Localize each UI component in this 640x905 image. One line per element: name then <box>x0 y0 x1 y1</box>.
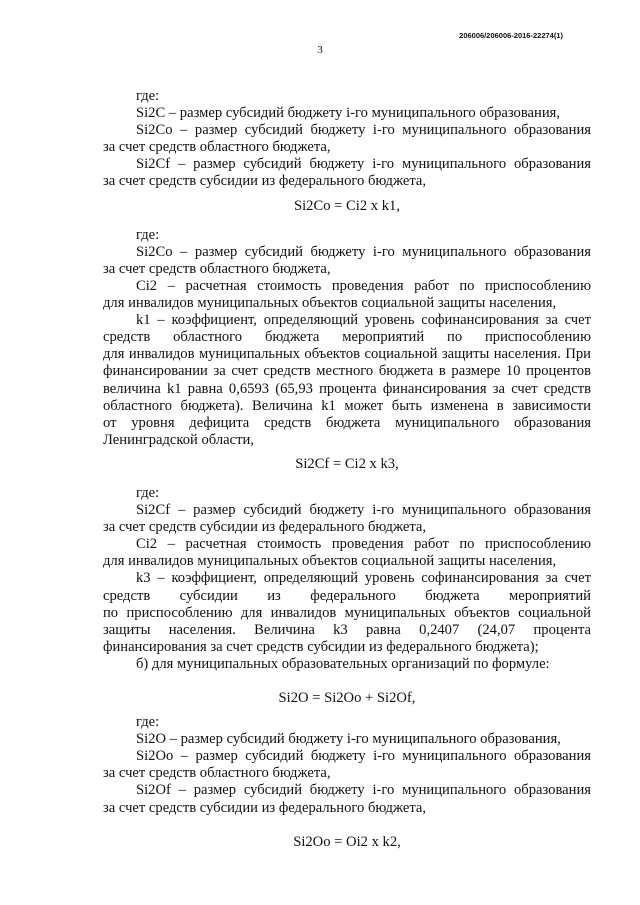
text-line: Si2Co – размер субсидий бюджету i-го муниципального образования <box>136 122 591 139</box>
formula: Si2Cf = Ci2 x k3, <box>295 455 399 472</box>
formula: Si2O = Si2Oo + Si2Of, <box>278 690 416 706</box>
formula: Si2Co = Ci2 x k1, <box>294 197 400 214</box>
page-number: 3 <box>317 44 323 56</box>
formula: Si2Oo = Oi2 x k2, <box>293 833 401 850</box>
text-line: финансирования за счет средств субсидии из федерального бюджета); <box>103 638 539 655</box>
text-line: Si2C – размер субсидий бюджету i-го муниципального образования, <box>136 105 561 122</box>
text-line: Si2Cf – размер субсидий бюджету i-го муниципального образования <box>136 156 591 173</box>
text-line: за счет средств областного бюджета, <box>103 260 331 277</box>
text-line: где: <box>136 714 160 731</box>
text-line: Si2O – размер субсидий бюджету i-го муниципального образования, <box>136 731 561 748</box>
text-line: за счет средств субсидии из федерального бюджета, <box>103 799 427 816</box>
text-line: б) для муниципальных образовательных организаций по формуле: <box>136 655 550 672</box>
text-line: где: <box>136 484 160 501</box>
text-line: где: <box>136 226 160 243</box>
text-line: защиты населения. Величина k3 равна 0,2407 (24,07 процента <box>103 621 591 638</box>
text-line: Si2Co – размер субсидий бюджету i-го муниципального образования <box>136 243 591 260</box>
document-id: 206006/206006-2016-22274(1) <box>459 31 563 40</box>
text-line: k3 – коэффициент, определяющий уровень софинансирования за счет <box>136 570 591 587</box>
text-line: Ленинградской области, <box>103 431 254 448</box>
document-body <box>103 88 591 851</box>
text-line: средств областного бюджета мероприятий по приспособлению <box>103 329 591 346</box>
text-line: за счет средств областного бюджета, <box>103 765 331 782</box>
text-line: по приспособлению для инвалидов муниципальных объектов социальной <box>103 604 591 621</box>
text-line: величина k1 равна 0,6593 (65,93 процента финансирования за счет средств <box>103 380 591 397</box>
text-line: Si2Of – размер субсидий бюджету i-го муниципального образования <box>136 782 591 799</box>
text-line: для инвалидов муниципальных объектов социальной защиты населения, <box>103 295 557 312</box>
text-line: Ci2 – расчетная стоимость проведения работ по приспособлению <box>136 536 591 553</box>
text-line: областного бюджета). Величина k1 может быть изменена в зависимости <box>103 397 591 414</box>
text-line: для инвалидов муниципальных объектов социальной защиты населения, <box>103 553 557 570</box>
text-line: для инвалидов муниципальных объектов социальной защиты населения. При <box>103 346 591 363</box>
text-line: финансировании за счет средств местного бюджета в размере 10 процентов <box>103 363 591 380</box>
text-line: за счет средств субсидии из федерального бюджета, <box>103 173 427 190</box>
text-line: средств субсидии из федерального бюджета мероприятий <box>103 587 591 604</box>
text-line: от уровня дефицита средств бюджета муниципального образования <box>103 414 591 431</box>
text-line: за счет средств субсидии из федерального бюджета, <box>103 519 427 536</box>
text-line: Si2Oo – размер субсидий бюджету i-го муниципального образования <box>136 748 591 765</box>
text-line: k1 – коэффициент, определяющий уровень софинансирования за счет <box>136 312 591 329</box>
text-line: за счет средств областного бюджета, <box>103 139 331 156</box>
text-line: Si2Cf – размер субсидий бюджету i-го муниципального образования <box>136 502 591 519</box>
text-line: где: <box>136 88 160 104</box>
text-line: Ci2 – расчетная стоимость проведения работ по приспособлению <box>136 277 591 294</box>
